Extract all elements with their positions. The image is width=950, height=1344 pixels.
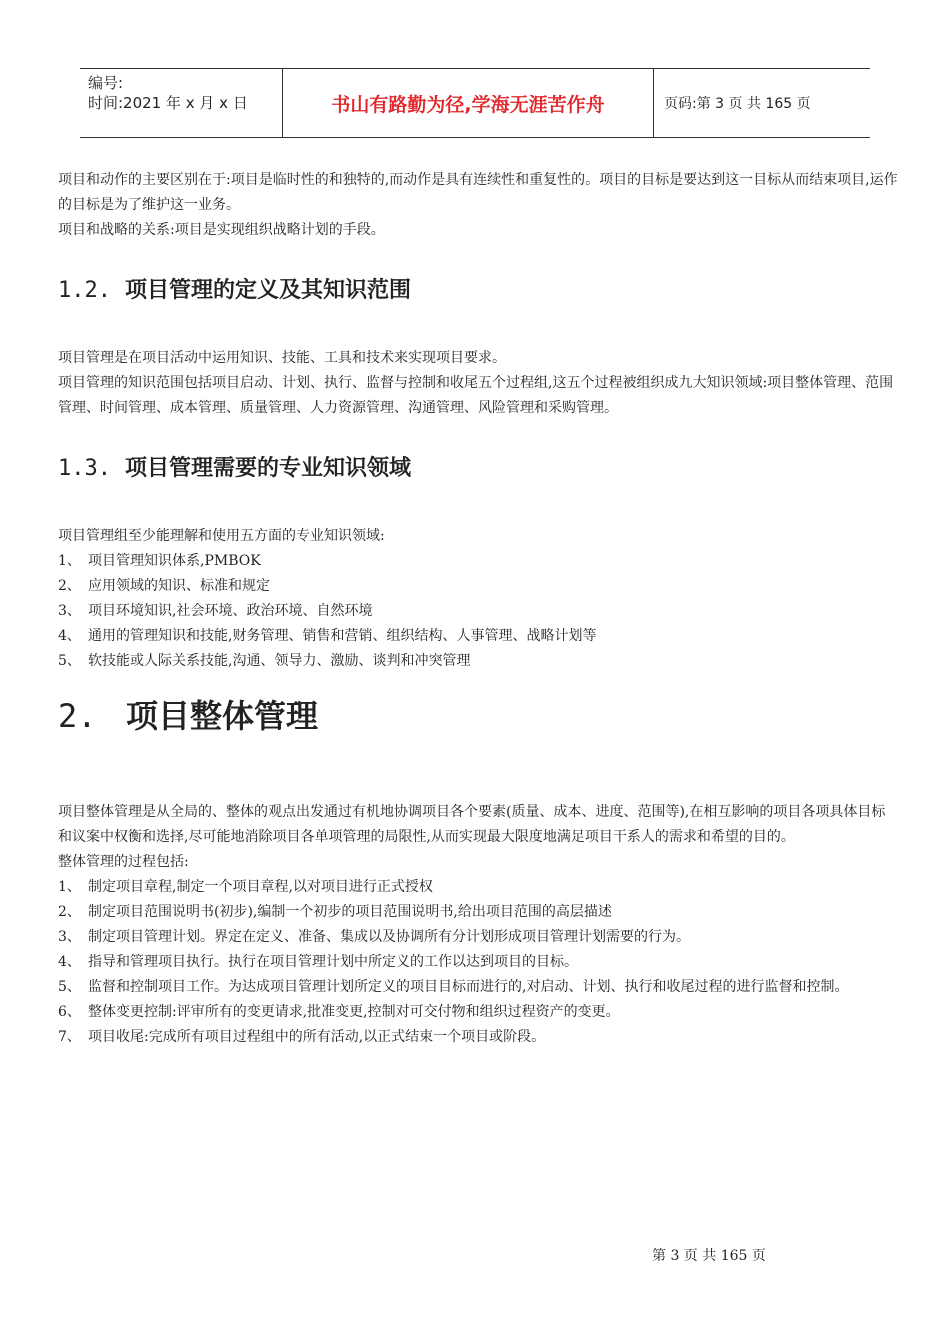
list-item	[58, 975, 898, 1000]
list-item	[58, 549, 898, 574]
list-number: 1、	[58, 553, 81, 569]
header-motto	[282, 69, 654, 137]
list-number: 4、	[58, 954, 81, 970]
header-meta	[80, 69, 282, 137]
list-text: 项目环境知识,社会环境、政治环境、自然环境	[88, 603, 373, 619]
page-header	[80, 68, 870, 138]
paragraph: 项目整体管理是从全局的、整体的观点出发通过有机地协调项目各个要素(质量、成本、进度、范围等),在相互影响的项目各项具体目标和议案中权衡和选择,尽可能地消除项目各单项管理的局限性,从而实现最大限度地满足项目干系人的需求和希望的目的。	[58, 804, 886, 845]
list-text: 通用的管理知识和技能,财务管理、销售和营销、组织结构、人事管理、战略计划等	[88, 628, 597, 644]
list-item	[58, 1025, 898, 1050]
list-number: 5、	[58, 653, 81, 669]
process-list	[58, 875, 898, 1050]
section-title: 项目管理需要的专业知识领域	[124, 456, 411, 481]
paragraph: 项目管理是在项目活动中运用知识、技能、工具和技术来实现项目要求。	[58, 350, 506, 366]
list-item	[58, 599, 898, 624]
list-text: 软技能或人际关系技能,沟通、领导力、激励、谈判和冲突管理	[88, 653, 471, 669]
list-number: 6、	[58, 1004, 81, 1020]
list-text: 项目收尾:完成所有项目过程组中的所有活动,以正式结束一个项目或阶段。	[88, 1029, 546, 1045]
list-item	[58, 649, 898, 674]
list-text: 制定项目章程,制定一个项目章程,以对项目进行正式授权	[88, 879, 433, 895]
list-number: 2、	[58, 578, 81, 594]
list-text: 指导和管理项目执行。执行在项目管理计划中所定义的工作以达到项目的目标。	[88, 954, 578, 970]
chapter-number: 2.	[58, 697, 97, 735]
paragraph: 项目管理组至少能理解和使用五方面的专业知识领域:	[58, 528, 385, 544]
list-item	[58, 950, 898, 975]
paragraph: 项目和动作的主要区别在于:项目是临时性的和独特的,而动作是具有连续性和重复性的。项目的目标是要达到这一目标从而结束项目,运作的目标是为了维护这一业务。	[58, 172, 898, 213]
motto-text: 书山有路勤为径,学海无涯苦作舟	[331, 93, 605, 116]
list-text: 制定项目管理计划。界定在定义、准备、集成以及协调所有分计划形成项目管理计划需要的行为。	[88, 929, 690, 945]
list-item	[58, 900, 898, 925]
list-text: 制定项目范围说明书(初步),编制一个初步的项目范围说明书,给出项目范围的高层描述	[88, 904, 612, 920]
number-label: 编号:	[88, 74, 124, 92]
list-item	[58, 925, 898, 950]
list-item	[58, 875, 898, 900]
paragraph: 项目和战略的关系:项目是实现组织战略计划的手段。	[58, 222, 385, 238]
list-number: 4、	[58, 628, 81, 644]
section-title: 项目管理的定义及其知识范围	[124, 278, 411, 303]
list-item	[58, 624, 898, 649]
document-body	[58, 168, 898, 1050]
section-heading-1-2	[58, 276, 898, 306]
list-number: 1、	[58, 879, 81, 895]
paragraph: 项目管理的知识范围包括项目启动、计划、执行、监督与控制和收尾五个过程组,这五个过程被组织成九大知识领域:项目整体管理、范围管理、时间管理、成本管理、质量管理、人力资源管理、沟通管理、风险管理和采购管理。	[58, 375, 894, 416]
knowledge-area-list	[58, 549, 898, 674]
section-number: 1.2.	[58, 278, 111, 303]
list-number: 2、	[58, 904, 81, 920]
chapter-heading-2	[58, 694, 898, 738]
list-text: 项目管理知识体系,PMBOK	[88, 553, 261, 569]
header-page-info: 页码:第 3 页 共 165 页	[664, 96, 811, 112]
chapter-title: 项目整体管理	[126, 697, 319, 735]
paragraph: 整体管理的过程包括:	[58, 854, 189, 870]
section-heading-1-3	[58, 454, 898, 484]
list-number: 7、	[58, 1029, 81, 1045]
list-text: 监督和控制项目工作。为达成项目管理计划所定义的项目目标而进行的,对启动、计划、执行和收尾过程的进行监督和控制。	[88, 979, 849, 995]
list-item	[58, 1000, 898, 1025]
date-line: 时间:2021 年 x 月 x 日	[88, 94, 248, 112]
list-text: 应用领域的知识、标准和规定	[88, 578, 270, 594]
list-number: 5、	[58, 979, 81, 995]
list-number: 3、	[58, 603, 81, 619]
list-number: 3、	[58, 929, 81, 945]
list-text: 整体变更控制:评审所有的变更请求,批准变更,控制对可交付物和组织过程资产的变更。	[88, 1004, 620, 1020]
page-footer: 第 3 页 共 165 页	[652, 1248, 766, 1264]
list-item	[58, 574, 898, 599]
section-number: 1.3.	[58, 456, 111, 481]
